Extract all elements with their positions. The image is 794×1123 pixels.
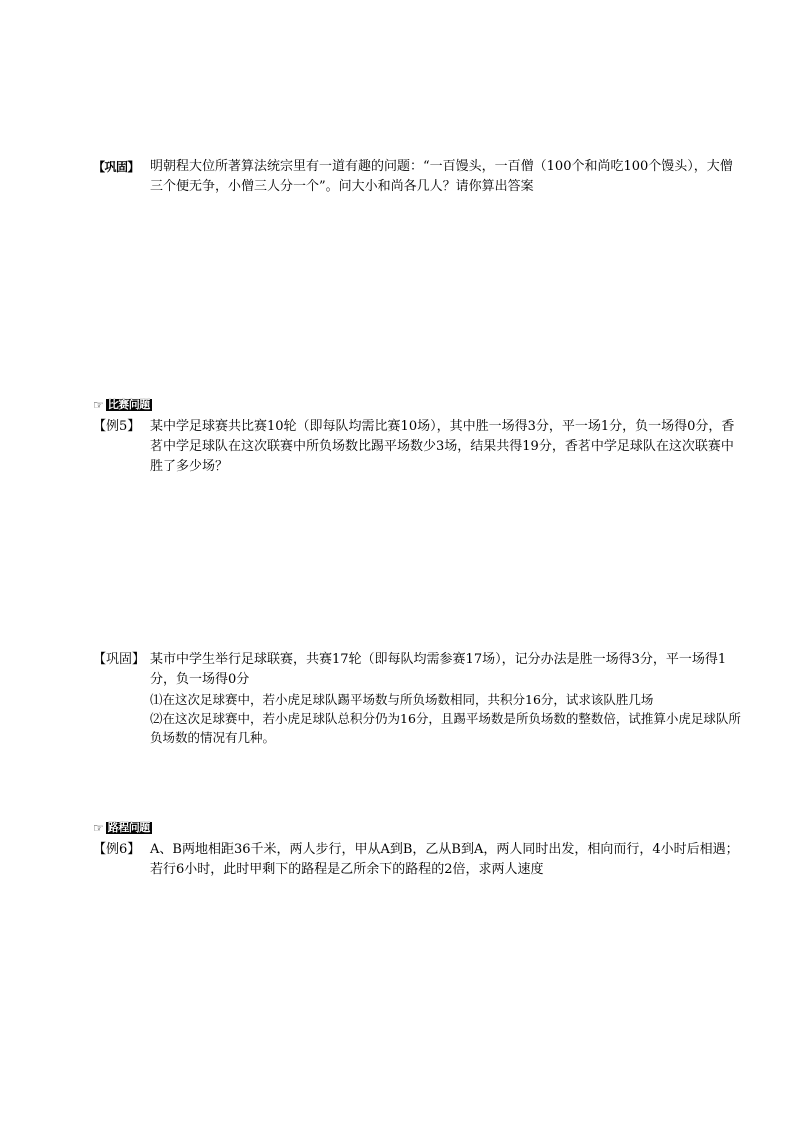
section-label: 路程问题 xyxy=(107,821,150,834)
problem-text: 某市中学生举行足球联赛，共赛17轮（即每队均需参赛17场），记分办法是胜一场得3分，平一场得1分，负一场得0分 xyxy=(150,652,727,687)
hand-pointing-icon: ☞ xyxy=(93,398,104,412)
problem-tag: 【巩固】 xyxy=(93,160,140,174)
section-header-competition xyxy=(93,397,152,413)
section-header-distance xyxy=(93,820,152,836)
hand-pointing-icon: ☞ xyxy=(93,821,104,835)
problem-tag: 【巩固】 xyxy=(93,652,146,667)
problem-example-5 xyxy=(93,417,743,477)
problem-text: 某中学足球赛共比赛10轮（即每队均需比赛10场），其中胜一场得3分，平一场1分，负一场得0分，香茗中学足球队在这次联赛中所负场数比踢平场数少3场，结果共得19分，香茗中学足球队在这次联赛中胜了多少场？ xyxy=(150,419,735,474)
problem-text: A、B两地相距36千米，两人步行，甲从A到B，乙从B到A，两人同时出发，相向而行，4小时后相遇；若行6小时，此时甲剩下的路程是乙所余下的路程的2倍，求两人速度 xyxy=(150,842,739,877)
section-label: 比赛问题 xyxy=(107,398,150,411)
problem-text: 明朝程大位所著算法统宗里有一道有趣的问题：“一百馒头，一百僧（100个和尚吃100个馒头），大僧三个便无争，小僧三人分一个”。问大小和尚各几人？请你算出答案 xyxy=(150,159,733,194)
sub-question-2: ⑵在这次足球赛中，若小虎足球队总积分仍为16分，且踢平场数是所负场数的整数倍，试推算小虎足球队所负场数的情况有几种。 xyxy=(150,711,741,745)
problem-tag: 【例5】 xyxy=(93,419,141,434)
sub-question-1: ⑴在这次足球赛中，若小虎足球队踢平场数与所负场数相同，共积分16分，试求该队胜几场 xyxy=(150,692,654,707)
problem-consolidate-1 xyxy=(93,157,743,197)
problem-consolidate-2 xyxy=(93,650,743,747)
problem-example-6 xyxy=(93,840,743,880)
problem-tag: 【例6】 xyxy=(93,842,141,857)
